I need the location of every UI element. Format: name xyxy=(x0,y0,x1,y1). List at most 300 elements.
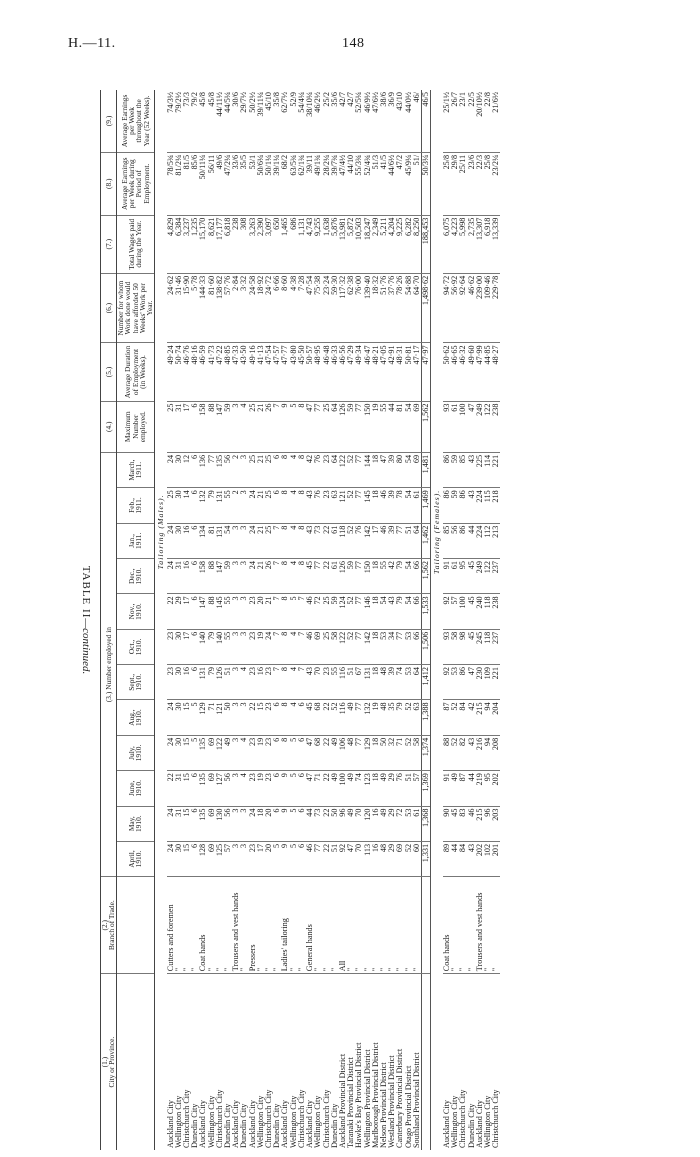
avg-duration-cell: 46·33 xyxy=(331,343,339,401)
branch-cell: " xyxy=(364,877,372,974)
month-value-cell: 7 xyxy=(273,523,281,558)
month-value-cell: 52 xyxy=(451,700,459,735)
branch-cell: " xyxy=(413,877,422,974)
month-value-cell: 17 xyxy=(183,629,191,664)
month-value-cell: 43 xyxy=(468,452,476,487)
month-value-cell: 25 xyxy=(265,523,273,558)
month-value-cell: 23 xyxy=(249,771,257,806)
total-wages-cell: 4,743 xyxy=(306,215,314,273)
month-value-cell: 69 xyxy=(413,452,422,487)
month-value-cell: 147 xyxy=(216,559,224,594)
month-value-cell: 6 xyxy=(298,771,306,806)
month-value-cell: 64 xyxy=(413,665,422,700)
work-equivalent-cell: 54·88 xyxy=(405,273,413,343)
month-value-cell: 8 xyxy=(298,559,306,594)
month-value-cell: 17 xyxy=(372,523,380,558)
month-value-cell: 16 xyxy=(257,665,265,700)
month-value-cell: 24 xyxy=(167,735,175,770)
city-cell: Auckland Provincial District xyxy=(337,1053,347,1148)
month-value-cell: 1,368 xyxy=(421,806,430,841)
work-equivalent-cell: 1,498·62 xyxy=(421,273,430,343)
month-value-cell: 21 xyxy=(257,488,265,523)
month-value-cell: 4 xyxy=(240,735,248,770)
city-cell: Canterbury Provincial District xyxy=(395,1048,405,1148)
avg-duration-cell: 47·29 xyxy=(347,343,355,401)
avg-duration-cell: 50·81 xyxy=(405,343,413,401)
branch-cell: Cutters and foremen xyxy=(167,877,175,974)
city-cell: Christchurch City xyxy=(458,1089,468,1148)
section-heading: Tailoring (Females). xyxy=(432,489,442,574)
month-value-cell: 79 xyxy=(396,594,404,629)
max-employed-cell: 77 xyxy=(355,401,363,452)
month-value-cell: 20 xyxy=(265,841,273,876)
avg-earnings-year-cell: 54/4¼ xyxy=(298,90,306,152)
month-header: Nov., 1910. xyxy=(116,594,154,629)
month-value-cell: 25 xyxy=(265,452,273,487)
month-value-cell: 48 xyxy=(380,700,388,735)
month-value-cell: 72 xyxy=(396,806,404,841)
total-wages-cell: 9,225 xyxy=(396,215,404,273)
month-value-cell: 18 xyxy=(372,594,380,629)
work-equivalent-cell: 138·82 xyxy=(216,273,224,343)
month-value-cell: 8 xyxy=(281,665,289,700)
max-employed-cell: 100 xyxy=(459,401,467,452)
month-value-cell: 24 xyxy=(249,559,257,594)
month-value-cell: 30 xyxy=(175,523,183,558)
avg-earnings-year-cell: 45/8 xyxy=(199,90,207,152)
month-value-cell: 48 xyxy=(347,735,355,770)
month-value-cell: 5 xyxy=(290,594,298,629)
month-value-cell: 96 xyxy=(484,806,492,841)
month-value-cell: 56 xyxy=(224,806,232,841)
month-value-cell: 16 xyxy=(183,523,191,558)
month-value-cell: 39 xyxy=(388,488,396,523)
avg-earnings-employment-cell: 50/1¼ xyxy=(265,152,273,215)
month-value-cell: 24 xyxy=(167,806,175,841)
work-equivalent-cell: 51·76 xyxy=(380,273,388,343)
total-wages-cell: 308 xyxy=(240,215,248,273)
month-value-cell: 118 xyxy=(484,594,492,629)
month-value-cell: 86 xyxy=(459,665,467,700)
avg-earnings-employment-cell: 49/1¾ xyxy=(314,152,322,215)
max-employed-cell: 5 xyxy=(290,401,298,452)
month-value-cell: 136 xyxy=(199,452,207,487)
month-value-cell: 49 xyxy=(347,806,355,841)
month-value-cell: 6 xyxy=(298,700,306,735)
month-value-cell: 202 xyxy=(492,771,500,806)
table-row xyxy=(372,90,380,1150)
branch-cell: " xyxy=(380,877,388,974)
avg-earnings-employment-cell: 63/5¾ xyxy=(290,152,298,215)
month-value-cell: 3 xyxy=(232,523,240,558)
month-value-cell: 72 xyxy=(314,594,322,629)
month-value-cell: 64 xyxy=(331,452,339,487)
month-value-cell: 6 xyxy=(273,771,281,806)
month-value-cell: 74 xyxy=(396,665,404,700)
month-value-cell: 116 xyxy=(339,700,347,735)
month-value-cell: 19 xyxy=(257,771,265,806)
month-value-cell: 52 xyxy=(405,735,413,770)
month-value-cell: 118 xyxy=(339,523,347,558)
month-value-cell: 76 xyxy=(396,771,404,806)
branch-cell: " xyxy=(314,877,322,974)
table-row xyxy=(281,90,289,1150)
month-value-cell: 122 xyxy=(216,735,224,770)
month-value-cell: 92 xyxy=(443,665,451,700)
month-value-cell: 18 xyxy=(257,806,265,841)
month-value-cell: 2 xyxy=(232,488,240,523)
avg-earnings-employment-cell: 50/3¼ xyxy=(421,152,430,215)
month-value-cell: 100 xyxy=(459,594,467,629)
city-cell: Wellington Provincial District xyxy=(362,1049,372,1148)
month-value-cell: 23 xyxy=(265,700,273,735)
month-value-cell: 54 xyxy=(380,594,388,629)
table-row xyxy=(396,90,404,1150)
avg-earnings-employment-cell: 52/4¾ xyxy=(364,152,372,215)
month-value-cell: 70 xyxy=(355,806,363,841)
month-value-cell: 131 xyxy=(364,665,372,700)
month-header: July, 1910. xyxy=(116,735,154,770)
month-value-cell: 127 xyxy=(216,771,224,806)
month-value-cell: 1,331 xyxy=(421,841,430,876)
month-value-cell: 69 xyxy=(208,806,216,841)
month-value-cell: 53 xyxy=(405,629,413,664)
month-value-cell: 126 xyxy=(339,559,347,594)
month-value-cell: 74 xyxy=(355,771,363,806)
work-equivalent-cell: 46·62 xyxy=(468,273,476,343)
city-cell: Wellington City xyxy=(206,1095,216,1148)
city-cell: Wellington City xyxy=(288,1095,298,1148)
branch-cell: Trousers and vest hands xyxy=(232,877,240,974)
table-row xyxy=(459,90,467,1150)
total-wages-cell: 6,918 xyxy=(484,215,492,273)
avg-duration-cell: 48·95 xyxy=(314,343,322,401)
month-value-cell: 3 xyxy=(240,452,248,487)
avg-earnings-employment-cell: 47/2¼ xyxy=(224,152,232,215)
total-wages-cell: 238 xyxy=(232,215,240,273)
avg-earnings-year-cell: 46/ xyxy=(413,90,422,152)
month-value-cell: 8 xyxy=(281,629,289,664)
month-value-cell: 15 xyxy=(183,806,191,841)
city-cell: Dunedin City xyxy=(329,1103,339,1148)
avg-duration-cell: 47·05 xyxy=(380,343,388,401)
avg-earnings-year-cell: 46/9½ xyxy=(364,90,372,152)
month-value-cell: 140 xyxy=(199,629,207,664)
month-value-cell: 5 xyxy=(290,735,298,770)
city-cell: Otago Provincial District xyxy=(403,1065,413,1148)
month-value-cell: 50 xyxy=(224,700,232,735)
max-employed-cell: 64 xyxy=(331,401,339,452)
work-equivalent-cell: 92·64 xyxy=(459,273,467,343)
max-employed-cell: 158 xyxy=(199,401,207,452)
month-value-cell: 52 xyxy=(347,629,355,664)
col-max-label: Maximum Number employed. xyxy=(116,401,154,452)
work-equivalent-cell: 18·32 xyxy=(372,273,380,343)
month-value-cell: 23 xyxy=(323,488,331,523)
avg-duration-cell: 48·27 xyxy=(492,343,500,401)
month-value-cell: 47 xyxy=(306,735,314,770)
month-value-cell: 135 xyxy=(216,452,224,487)
table-body xyxy=(154,90,500,1150)
month-value-cell: 7 xyxy=(298,594,306,629)
avg-earnings-year-cell: 38/10¼ xyxy=(306,90,314,152)
month-value-cell: 46 xyxy=(380,523,388,558)
month-value-cell: 5 xyxy=(191,700,199,735)
month-value-cell: 23 xyxy=(249,735,257,770)
branch-cell: " xyxy=(224,877,232,974)
month-value-cell: 8 xyxy=(281,488,289,523)
month-value-cell: 6 xyxy=(298,841,306,876)
avg-earnings-employment-cell: 68/2 xyxy=(281,152,289,215)
total-wages-cell: 3,263 xyxy=(249,215,257,273)
month-value-cell: 1,533 xyxy=(421,594,430,629)
month-value-cell: 21 xyxy=(257,559,265,594)
month-value-cell: 3 xyxy=(240,488,248,523)
table-row xyxy=(265,90,273,1150)
table-row xyxy=(257,90,265,1150)
month-value-cell: 45 xyxy=(468,559,476,594)
month-value-cell: 4 xyxy=(290,665,298,700)
month-value-cell: 93 xyxy=(443,629,451,664)
month-value-cell: 52 xyxy=(347,452,355,487)
work-equivalent-cell: 239·00 xyxy=(476,273,484,343)
month-value-cell: 135 xyxy=(199,806,207,841)
avg-duration-cell: 50·62 xyxy=(443,343,451,401)
work-equivalent-cell: 24·58 xyxy=(249,273,257,343)
month-value-cell: 18 xyxy=(372,771,380,806)
work-equivalent-cell: 94·72 xyxy=(443,273,451,343)
month-value-cell: 49 xyxy=(380,771,388,806)
total-wages-cell: 10,503 xyxy=(355,215,363,273)
month-value-cell: 7 xyxy=(273,665,281,700)
branch-cell: " xyxy=(240,877,248,974)
month-value-cell: 85 xyxy=(443,523,451,558)
work-equivalent-cell: 57·76 xyxy=(224,273,232,343)
max-employed-cell: 4 xyxy=(240,401,248,452)
avg-duration-cell: 47·77 xyxy=(281,343,289,401)
month-value-cell: 51 xyxy=(405,523,413,558)
month-value-cell: 102 xyxy=(484,841,492,876)
avg-earnings-employment-cell: 33/6 xyxy=(232,152,240,215)
max-employed-cell: 19 xyxy=(372,401,380,452)
month-value-cell: 86 xyxy=(443,452,451,487)
max-employed-cell: 17 xyxy=(183,401,191,452)
month-value-cell: 23 xyxy=(249,629,257,664)
branch-cell: All xyxy=(339,877,347,974)
month-value-cell: 18 xyxy=(372,629,380,664)
avg-duration-cell: 44·85 xyxy=(484,343,492,401)
avg-earnings-employment-cell: 49/6 xyxy=(216,152,224,215)
rotated-table-sheet xyxy=(75,90,700,1150)
avg-earnings-year-cell: 25/2 xyxy=(323,90,331,152)
month-value-cell: 44 xyxy=(468,771,476,806)
month-value-cell: 89 xyxy=(443,841,451,876)
table-row xyxy=(443,90,451,1150)
table-row xyxy=(339,90,347,1150)
month-value-cell: 9 xyxy=(281,806,289,841)
avg-earnings-employment-cell: 39/7¾ xyxy=(331,152,339,215)
month-value-cell: 128 xyxy=(199,841,207,876)
city-cell: Christchurch City xyxy=(321,1089,331,1148)
month-value-cell: 49 xyxy=(347,771,355,806)
month-value-cell: 6 xyxy=(191,559,199,594)
max-employed-cell: 150 xyxy=(364,401,372,452)
month-header: Dec., 1910. xyxy=(116,559,154,594)
month-value-cell: 4 xyxy=(290,452,298,487)
avg-earnings-year-cell: 36/9 xyxy=(388,90,396,152)
month-value-cell: 43 xyxy=(306,488,314,523)
month-value-cell: 47 xyxy=(380,452,388,487)
month-value-cell: 61 xyxy=(413,488,422,523)
table-row xyxy=(347,90,355,1150)
avg-earnings-employment-cell: 29/8 xyxy=(451,152,459,215)
avg-earnings-employment-cell: 23/6 xyxy=(468,152,476,215)
total-wages-cell: 5,998 xyxy=(459,215,467,273)
avg-earnings-employment-cell: 28/2¼ xyxy=(323,152,331,215)
month-value-cell: 121 xyxy=(339,488,347,523)
month-value-cell: 147 xyxy=(199,594,207,629)
table-row xyxy=(273,90,281,1150)
month-value-cell: 6 xyxy=(191,629,199,664)
month-value-cell: 53 xyxy=(405,806,413,841)
avg-duration-cell: 46·65 xyxy=(451,343,459,401)
month-value-cell: 135 xyxy=(199,735,207,770)
month-value-cell: 121 xyxy=(216,700,224,735)
table-row xyxy=(331,90,339,1150)
col-employed-header: (3.) Number employed in xyxy=(101,452,117,876)
branch-cell: " xyxy=(484,877,492,974)
month-value-cell: 6 xyxy=(273,488,281,523)
month-value-cell: 79 xyxy=(396,559,404,594)
month-value-cell: 79 xyxy=(208,488,216,523)
month-value-cell: 6 xyxy=(298,806,306,841)
month-value-cell: 16 xyxy=(183,665,191,700)
work-equivalent-cell: 6·66 xyxy=(273,273,281,343)
month-value-cell: 6 xyxy=(273,806,281,841)
month-value-cell: 77 xyxy=(314,559,322,594)
avg-earnings-year-cell: 22/5 xyxy=(468,90,476,152)
month-value-cell: 230 xyxy=(476,665,484,700)
month-value-cell: 15 xyxy=(183,735,191,770)
avg-earnings-year-cell: 52/9 xyxy=(290,90,298,152)
section-heading-row xyxy=(154,90,166,1150)
month-value-cell: 1,481 xyxy=(421,452,430,487)
month-value-cell: 86 xyxy=(443,488,451,523)
avg-earnings-employment-cell: 51/3 xyxy=(372,152,380,215)
month-value-cell: 1,462 xyxy=(421,523,430,558)
month-value-cell: 55 xyxy=(224,629,232,664)
max-employed-cell: 59 xyxy=(224,401,232,452)
branch-cell: Ladies' tailoring xyxy=(281,877,289,974)
branch-cell: " xyxy=(331,877,339,974)
month-value-cell: 61 xyxy=(331,523,339,558)
month-value-cell: 7 xyxy=(298,629,306,664)
month-value-cell: 26 xyxy=(265,559,273,594)
month-value-cell: 88 xyxy=(443,735,451,770)
work-equivalent-cell: 56·92 xyxy=(451,273,459,343)
month-value-cell: 45 xyxy=(468,629,476,664)
total-wages-cell: 9,255 xyxy=(314,215,322,273)
total-wages-cell: 13,307 xyxy=(476,215,484,273)
month-value-cell: 144 xyxy=(364,452,372,487)
month-header: May, 1910. xyxy=(116,806,154,841)
total-wages-cell: 650 xyxy=(273,215,281,273)
total-wages-cell: 17,177 xyxy=(216,215,224,273)
month-value-cell: 68 xyxy=(314,700,322,735)
month-value-cell: 6 xyxy=(273,452,281,487)
avg-earnings-employment-cell: 50/11¼ xyxy=(199,152,207,215)
table-row xyxy=(476,90,484,1150)
month-value-cell: 18 xyxy=(372,488,380,523)
max-employed-cell: 47 xyxy=(468,401,476,452)
month-value-cell: 225 xyxy=(476,452,484,487)
month-header: June, 1910. xyxy=(116,771,154,806)
avg-earnings-year-cell: 38/6 xyxy=(380,90,388,152)
work-equivalent-cell: 75·38 xyxy=(314,273,322,343)
month-value-cell: 50 xyxy=(380,735,388,770)
month-value-cell: 44 xyxy=(306,806,314,841)
month-value-cell: 120 xyxy=(364,806,372,841)
branch-cell: " xyxy=(175,877,183,974)
month-value-cell: 112 xyxy=(484,523,492,558)
month-value-cell: 95 xyxy=(484,771,492,806)
month-value-cell: 49 xyxy=(224,735,232,770)
month-value-cell: 69 xyxy=(396,841,404,876)
month-value-cell: 17 xyxy=(183,594,191,629)
branch-cell: " xyxy=(451,877,459,974)
month-value-cell: 6 xyxy=(191,665,199,700)
month-value-cell: 122 xyxy=(484,559,492,594)
work-equivalent-cell: 64·70 xyxy=(413,273,422,343)
month-value-cell: 7 xyxy=(273,629,281,664)
month-value-cell: 224 xyxy=(476,488,484,523)
month-value-cell: 52 xyxy=(331,700,339,735)
month-value-cell: 43 xyxy=(306,665,314,700)
avg-duration-cell: 49·24 xyxy=(167,343,175,401)
avg-earnings-year-cell: 47/6½ xyxy=(372,90,380,152)
month-value-cell: 24 xyxy=(167,841,175,876)
month-value-cell: 73 xyxy=(314,523,322,558)
month-value-cell: 61 xyxy=(413,806,422,841)
month-value-cell: 9 xyxy=(281,771,289,806)
month-value-cell: 23 xyxy=(249,594,257,629)
month-value-cell: 46 xyxy=(468,806,476,841)
branch-cell: Pressers xyxy=(249,877,257,974)
month-value-cell: 115 xyxy=(484,488,492,523)
avg-earnings-employment-cell: 35/5 xyxy=(240,152,248,215)
city-cell: Dunedin City xyxy=(466,1103,476,1148)
month-value-cell: 69 xyxy=(208,841,216,876)
table-row xyxy=(405,90,413,1150)
month-value-cell: 1,469 xyxy=(421,488,430,523)
month-value-cell: 23 xyxy=(265,735,273,770)
avg-duration-cell: 49·16 xyxy=(249,343,257,401)
month-value-cell: 19 xyxy=(372,700,380,735)
avg-duration-cell: 49·60 xyxy=(468,343,476,401)
avg-duration-cell: 47·57 xyxy=(273,343,281,401)
month-value-cell: 145 xyxy=(216,594,224,629)
month-value-cell: 31 xyxy=(175,806,183,841)
branch-cell: " xyxy=(290,877,298,974)
city-cell: Auckland City xyxy=(247,1100,257,1148)
avg-earnings-employment-cell: 39/11 xyxy=(306,152,314,215)
month-value-cell: 24 xyxy=(249,806,257,841)
table-row xyxy=(240,90,248,1150)
month-value-cell: 66 xyxy=(413,594,422,629)
month-value-cell: 3 xyxy=(240,700,248,735)
col-work-label: Number for whom Work done would have afforded 50 Weeks' Work per Year. xyxy=(116,273,154,343)
month-value-cell: 77 xyxy=(396,523,404,558)
